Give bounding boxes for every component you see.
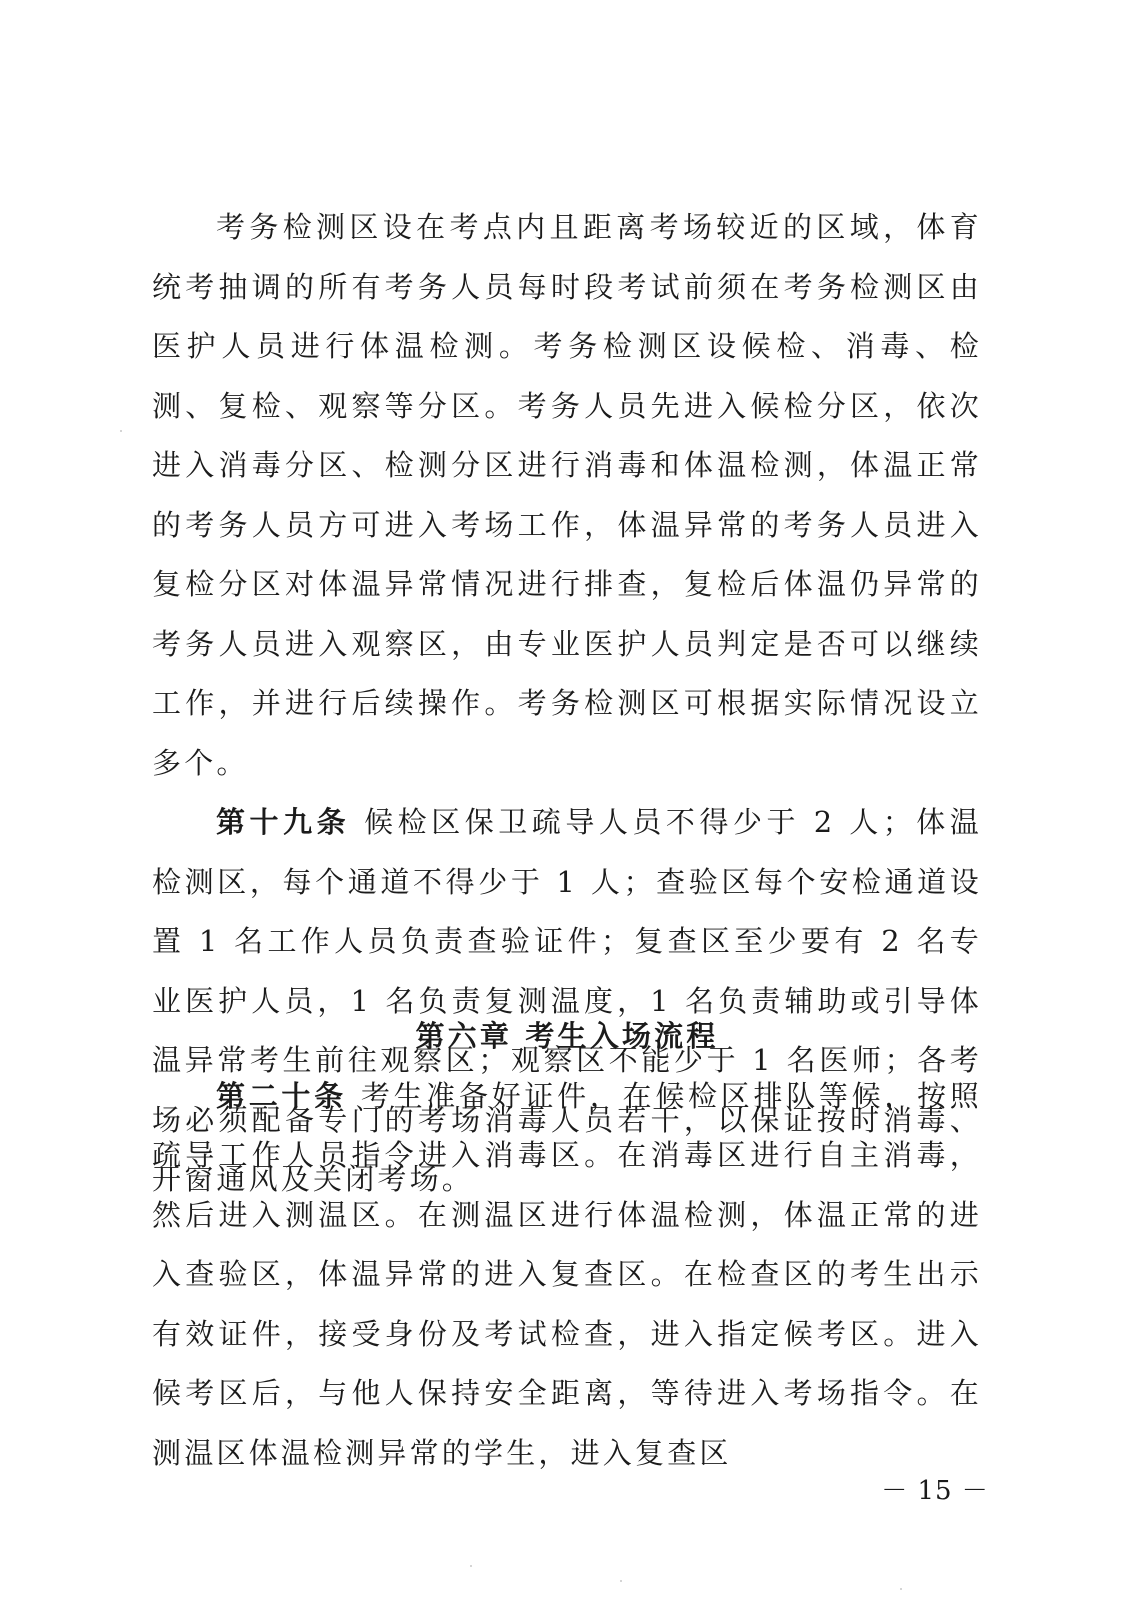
scan-speck — [900, 1588, 902, 1590]
body-text-lower — [152, 1007, 982, 1483]
article-19-number: 第十九条 — [216, 805, 351, 839]
article-20-text: 考生准备好证件，在候检区排队等候，按照疏导工作人员指令进入消毒区。在消毒区进行自主消毒，然后进入测温区。在测温区进行体温检测，体温正常的进入查验区，体温异常的进入复查区。在检查区的考生出示有效证件，接受身份及考试检查，进入指定候考区。进入候考区后，与他人保持安全距离，等待进入考场指令。在测温区体温检测异常的学生，进入复查区 — [152, 1078, 982, 1470]
page-number: － 15 － — [881, 1476, 989, 1506]
article-20 — [152, 1067, 982, 1484]
chapter-6-title: 第六章 考生入场流程 — [415, 1019, 719, 1053]
scan-speck — [120, 430, 122, 432]
article-20-number: 第二十条 — [216, 1078, 347, 1113]
paragraph-exam-staff-check-zone: 考务检测区设在考点内且距离考场较近的区域，体育统考抽调的所有考务人员每时段考试前须在考务检测区由医护人员进行体温检测。考务检测区设候检、消毒、检测、复检、观察等分区。考务人员先进入候检分区，依次进入消毒分区、检测分区进行消毒和体温检测，体温正常的考务人员方可进入考场工作，体温异常的考务人员进入复检分区对体温异常情况进行排查，复检后体温仍异常的考务人员进入观察区，由专业医护人员判定是否可以继续工作，并进行后续操作。考务检测区可根据实际情况设立多个。 — [152, 210, 982, 780]
scan-speck — [470, 1565, 472, 1567]
article-19-text: 候检区保卫疏导人员不得少于 2 人；体温检测区，每个通道不得少于 1 人；查验区每个安检通道设置 1 名工作人员负责查验证件；复查区至少要有 2 名专业医护人员，1 名负责复测温度，1 名负责辅助或引导体温异常考生前往观察区；观察区不能少于 1 名医师；各考场必须配备专门的考场消毒人员若干，以保证按时消毒、开窗通风及关闭考场。 — [152, 805, 982, 1196]
scan-speck — [620, 1580, 622, 1582]
